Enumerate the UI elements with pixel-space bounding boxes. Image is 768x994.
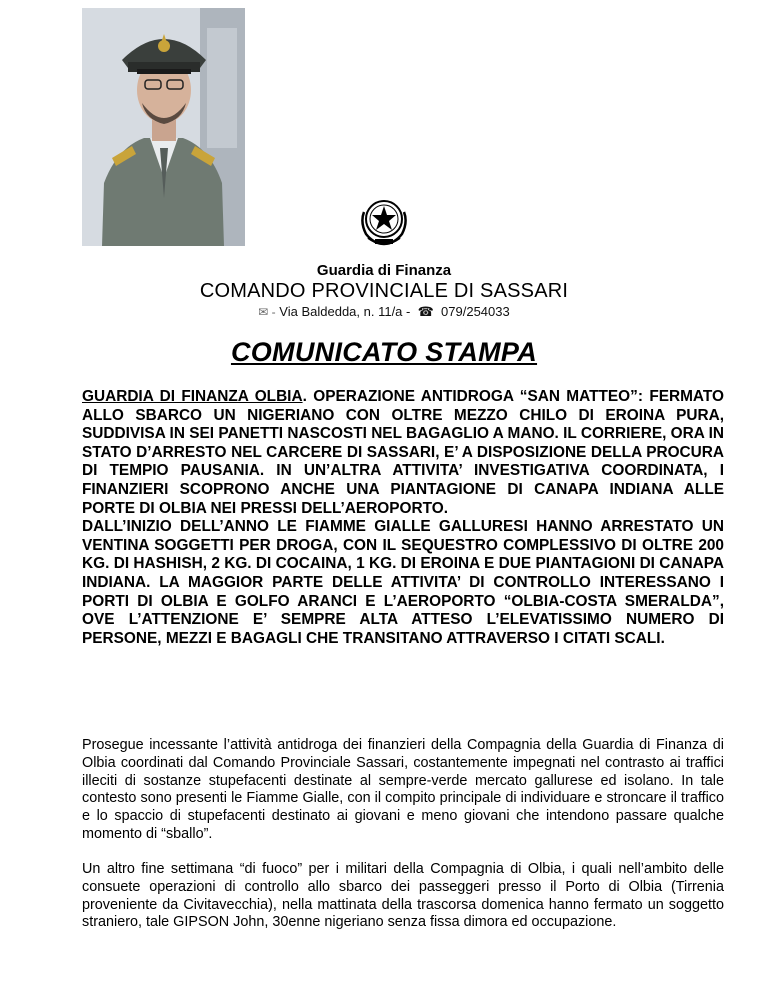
republic-emblem (358, 192, 410, 250)
page-title: COMUNICATO STAMPA (230, 337, 538, 367)
officer-photo (82, 8, 245, 246)
headline-text-1: . OPERAZIONE ANTIDROGA “SAN MATTEO”: FERMATO ALLO SBARCO UN NIGERIANO CON OLTRE MEZZO CHILO DI EROINA PURA, SUDDIVISA IN SEI PANETTI NASCOSTI NEL BAGAGLIO A MANO. IL CORRIERE, ORA IN STATO D’ARRESTO NEL CARCERE DI SASSARI, E’ A DISPOSIZIONE DELLA PROCURA DI TEMPIO PAUSANIA. IN UN’ALTRA ATTIVITA’ INVESTIGATIVA COORDINATA, I FINANZIERI SCOPRONO ANCHE UNA PIANTAGIONE DI CANAPA INDIANA ALLE PORTE DI OLBIA NEI PRESSI DELL’AEROPORTO. (82, 388, 724, 517)
envelope-icon: ✉ - (258, 305, 276, 319)
italian-republic-emblem-icon (358, 192, 410, 250)
headline (82, 388, 724, 648)
body-paragraph-1-text: Prosegue incessante l’attività antidroga dei finanzieri della Compagnia della Guardia di Finanza di Olbia coordinati dal Comando Provinciale Sassari, costantemente impegnati nel contrasto ai traffici illeciti di sostanze stupefacenti destinate al sempre-verde mercato gallurese ed isolano. In tale contesto sono presenti le Fiamme Gialle, con il compito principale di individuare e stroncare il traffico e lo spaccio di stupefacenti destinato ai giovani e meno giovani che intendono passare qualche momento di “sballo”. (82, 737, 724, 842)
body-paragraph-1 (82, 737, 724, 844)
officer-portrait-icon (82, 8, 245, 246)
command-name: COMANDO PROVINCIALE DI SASSARI (199, 280, 569, 302)
headline-lead: GUARDIA DI FINANZA OLBIA (82, 388, 303, 405)
headline-para-2: DALL’INIZIO DELL’ANNO LE FIAMME GIALLE GALLURESI HANNO ARRESTATO UN VENTINA SOGGETTI PER DROGA, CON IL SEQUESTRO COMPLESSIVO DI OLTRE 200 KG. DI HASHISH, 2 KG. DI COCAINA, 1 KG. DI EROINA E DUE PIANTAGIONI DI CANAPA INDIANA. LA MAGGIOR PARTE DELLE ATTIVITA’ DI CONTROLLO INTERESSANO I PORTI DI OLBIA E GOLFO ARANCI E L’AEROPORTO “OLBIA-COSTA SMERALDA”, OVE L’ATTENZIONE E’ SEMPRE ALTA ATTESO L’ELEVATISSIMO NUMERO DI PERSONE, MEZZI E BAGAGLI CHE TRANSITANO ATTRAVERSO I CITATI SCALI. (82, 518, 724, 647)
org-name: Guardia di Finanza (316, 262, 452, 279)
contact-line (0, 304, 768, 320)
phone-icon: ☎ (413, 304, 438, 319)
body-paragraph-2 (82, 861, 724, 932)
address-text: Via Baldedda, n. 11/a - (279, 304, 411, 319)
headline-para-1 (82, 388, 724, 518)
body-paragraph-2-text: Un altro fine settimana “di fuoco” per i militari della Compagnia di Olbia, i quali nell’ambito delle consuete operazioni di controllo allo sbarco dei passeggeri presso il Porto di Olbia (Tirrenia proveniente da Civitavecchia), nella mattinata della trascorsa domenica hanno fermato un soggetto straniero, tale GIPSON John, 30enne nigeriano senza fissa dimora ed occupazione. (82, 861, 724, 931)
phone-number: 079/254033 (441, 304, 510, 319)
